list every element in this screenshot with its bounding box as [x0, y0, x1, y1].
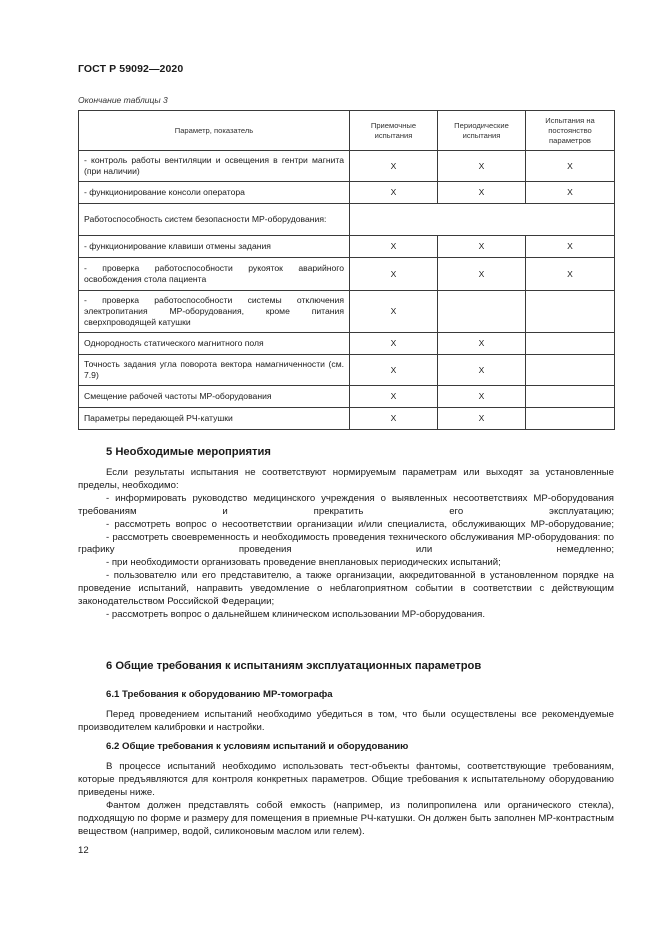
table-row [79, 151, 615, 182]
mark-cell: X [438, 333, 526, 355]
param-cell: Точность задания угла поворота вектора намагниченности (см. 7.9) [79, 355, 350, 386]
mark-cell: X [438, 408, 526, 430]
mark-cell: X [438, 386, 526, 408]
mark-cell: X [438, 236, 526, 258]
paragraph: Если результаты испытания не соответствуют нормируемым параметрам или выходят за установленные пределы, необходимо: [78, 467, 614, 491]
section-5-title: 5 Необходимые мероприятия [106, 446, 271, 458]
param-cell: Смещение рабочей частоты МР-оборудования [79, 386, 350, 408]
paragraph: - информировать руководство медицинского учреждения о выявленных несоответствиях МР-оборудования требованиям и прекратить его эксплуатацию; [78, 492, 614, 517]
column-header: Испытания на постоянство параметров [526, 111, 615, 151]
paragraph: - пользователю или его представителю, а также организации, аккредитованной в установленном порядке на проведение испытаний, направить уведомление о неблагоприятном событии в соответствии с действующим законодательством Российской Федерации; [78, 570, 614, 608]
mark-cell [438, 291, 526, 333]
table-row [79, 291, 615, 333]
mark-cell: X [526, 182, 615, 204]
mark-cell: X [350, 333, 438, 355]
table-caption: Окончание таблицы 3 [78, 95, 168, 105]
subsection-6-1-title: 6.1 Требования к оборудованию МР-томографа [106, 689, 333, 700]
mark-cell: X [350, 151, 438, 182]
param-cell: - функционирование консоли оператора [79, 182, 350, 204]
mark-cell: X [350, 355, 438, 386]
mark-cell [526, 408, 615, 430]
table-row [79, 355, 615, 386]
table-row [79, 258, 615, 291]
page-number: 12 [78, 845, 89, 856]
param-cell: - функционирование клавиши отмены задания [79, 236, 350, 258]
mark-cell: X [526, 236, 615, 258]
mark-cell: X [438, 258, 526, 291]
mark-cell [526, 355, 615, 386]
mark-cell: X [350, 258, 438, 291]
mark-cell: X [350, 386, 438, 408]
paragraph: В процессе испытаний необходимо использовать тест-объекты фантомы, соответствующие требованиям, которые предъявляются для контроля конкретных параметров. Общие требования к испытательному оборудованию приведены ниже. [78, 761, 614, 798]
column-header: Приемочные испытания [350, 111, 438, 151]
subsection-6-1-body [78, 709, 614, 735]
paragraph: - при необходимости организовать проведение внеплановых периодических испытаний; [106, 557, 501, 569]
paragraph: - рассмотреть вопрос о несоответствии организации и/или специалиста, обслуживающих МР-оборудование; [106, 518, 614, 530]
mark-cell: X [438, 182, 526, 204]
mark-cell [526, 291, 615, 333]
mark-cell: X [438, 355, 526, 386]
mark-cell [526, 386, 615, 408]
paragraph: - рассмотреть вопрос о дальнейшем клиническом использовании МР-оборудования. [106, 608, 486, 620]
param-cell: - проверка работоспособности системы отключения электропитания МР-оборудования, кроме питания сверхпроводящей катушки [79, 291, 350, 333]
paragraph: - рассмотреть своевременность и необходимость проведения технического обслуживания МР-оборудования: по графику проведения или немедленно; [78, 531, 614, 556]
mark-cell [526, 333, 615, 355]
section-5-body [78, 467, 614, 622]
subsection-6-2-body [78, 761, 614, 838]
column-header: Периодические испытания [438, 111, 526, 151]
table-row [79, 408, 615, 430]
table-header-row [79, 111, 615, 151]
column-header: Параметр, показатель [79, 111, 350, 151]
mark-cell: X [526, 258, 615, 291]
table-row [79, 333, 615, 355]
table-row [79, 236, 615, 258]
param-cell: Однородность статического магнитного поля [79, 333, 350, 355]
mark-cell: X [526, 151, 615, 182]
param-cell: - контроль работы вентиляции и освещения в гентри магнита (при наличии) [79, 151, 350, 182]
mark-cell: X [350, 408, 438, 430]
mark-cell: X [350, 236, 438, 258]
table-3 [78, 110, 615, 430]
table-row [79, 182, 615, 204]
section-6-title: 6 Общие требования к испытаниям эксплуатационных параметров [106, 660, 482, 672]
table-row [79, 386, 615, 408]
mark-cell: X [350, 182, 438, 204]
standard-header: ГОСТ Р 59092—2020 [78, 63, 184, 75]
param-cell: - проверка работоспособности рукояток аварийного освобождения стола пациента [79, 258, 350, 291]
param-cell: Работоспособность систем безопасности МР-оборудования: [79, 204, 350, 236]
paragraph: Фантом должен представлять собой емкость (например, из полипропилена или органического стекла), подходящую по форме и размеру для помещения в приемные РЧ-катушки. Он должен быть заполнен МР-контрастным веществом (например, водой, силиконовым маслом или гелем). [78, 799, 614, 837]
mark-cell [350, 204, 615, 236]
param-cell: Параметры передающей РЧ-катушки [79, 408, 350, 430]
mark-cell: X [350, 291, 438, 333]
paragraph: Перед проведением испытаний необходимо убедиться в том, что были осуществлены все рекомендуемые производителем калибровки и настройки. [78, 709, 614, 733]
mark-cell: X [438, 151, 526, 182]
subsection-6-2-title: 6.2 Общие требования к условиям испытаний и оборудованию [106, 741, 409, 752]
table-row [79, 204, 615, 236]
